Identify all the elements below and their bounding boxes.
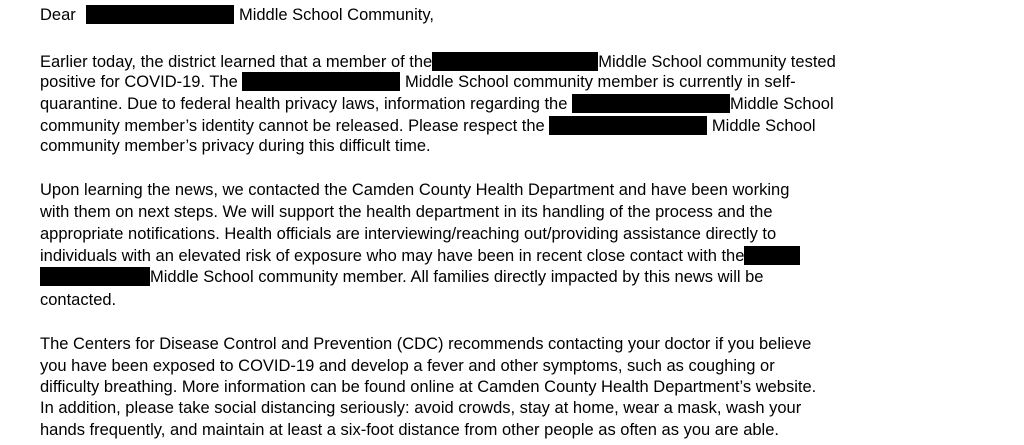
p2-line-6-text: contacted. — [40, 291, 117, 309]
p2-line-1 — [40, 180, 789, 200]
p1-line-3 — [40, 94, 834, 114]
p1-line-4-text-a: community member’s identity cannot be released. Please respect the — [40, 117, 545, 135]
p3-line-4 — [40, 398, 801, 418]
p2-line-6 — [40, 290, 116, 310]
greeting-text-after: Middle School Community, — [238, 6, 434, 24]
redaction-bar — [744, 246, 800, 265]
redaction-bar — [40, 267, 150, 286]
p2-line-4-text: individuals with an elevated risk of exposure who may have been in recent close contact with the — [40, 247, 745, 265]
p3-line-5 — [40, 420, 779, 440]
greeting-text-before: Dear — [40, 6, 76, 24]
p1-line-2-text-a: positive for COVID-19. The — [40, 73, 238, 91]
p1-line-5-text: community member’s privacy during this difficult time. — [40, 137, 431, 155]
redaction-bar — [86, 5, 234, 24]
p2-line-3 — [40, 224, 776, 244]
p1-line-2-text-b: Middle School community member is currently in self- — [404, 73, 796, 91]
p2-line-3-text: appropriate notifications. Health officials are interviewing/reaching out/providing assistance directly to — [40, 225, 777, 243]
p1-line-1 — [40, 52, 836, 72]
p1-line-5 — [40, 136, 431, 156]
p2-line-5-text: Middle School community member. All families directly impacted by this news will be — [150, 268, 764, 286]
p1-line-3-text-a: quarantine. Due to federal health privacy laws, information regarding the — [40, 95, 568, 113]
redaction-bar — [549, 116, 707, 135]
greeting-line — [40, 5, 434, 25]
p1-line-1-text-a: Earlier today, the district learned that a member of the — [40, 53, 433, 71]
p1-line-4 — [40, 116, 816, 136]
p1-line-4-text-b: Middle School — [711, 117, 816, 135]
p3-line-3 — [40, 377, 816, 397]
p2-line-2 — [40, 202, 773, 222]
p1-line-3-text-b: Middle School — [729, 95, 834, 113]
p3-line-1-text: The Centers for Disease Control and Prevention (CDC) recommends contacting your doctor if you believe — [40, 335, 812, 353]
p2-line-2-text: with them on next steps. We will support the health department in its handling of the process and the — [40, 203, 773, 221]
p1-line-1-text-b: Middle School community tested — [598, 53, 836, 71]
redaction-bar — [572, 94, 730, 113]
p2-line-1-text: Upon learning the news, we contacted the Camden County Health Department and have been working — [40, 181, 790, 199]
redaction-bar — [432, 52, 598, 71]
p3-line-3-text: difficulty breathing. More information can be found online at Camden County Health Department’s website. — [40, 378, 817, 396]
p2-line-5 — [40, 267, 763, 287]
p3-line-2 — [40, 356, 775, 376]
redaction-bar — [242, 72, 400, 91]
p3-line-1 — [40, 334, 811, 354]
p3-line-4-text: In addition, please take social distancing seriously: avoid crowds, stay at home, wear a mask, wash your — [40, 399, 802, 417]
p3-line-2-text: you have been exposed to COVID-19 and develop a fever and other symptoms, such as coughing or — [40, 357, 775, 375]
p3-line-5-text: hands frequently, and maintain at least a six-foot distance from other people as often as you are able. — [40, 421, 779, 439]
p1-line-2 — [40, 72, 796, 92]
p2-line-4 — [40, 246, 800, 266]
